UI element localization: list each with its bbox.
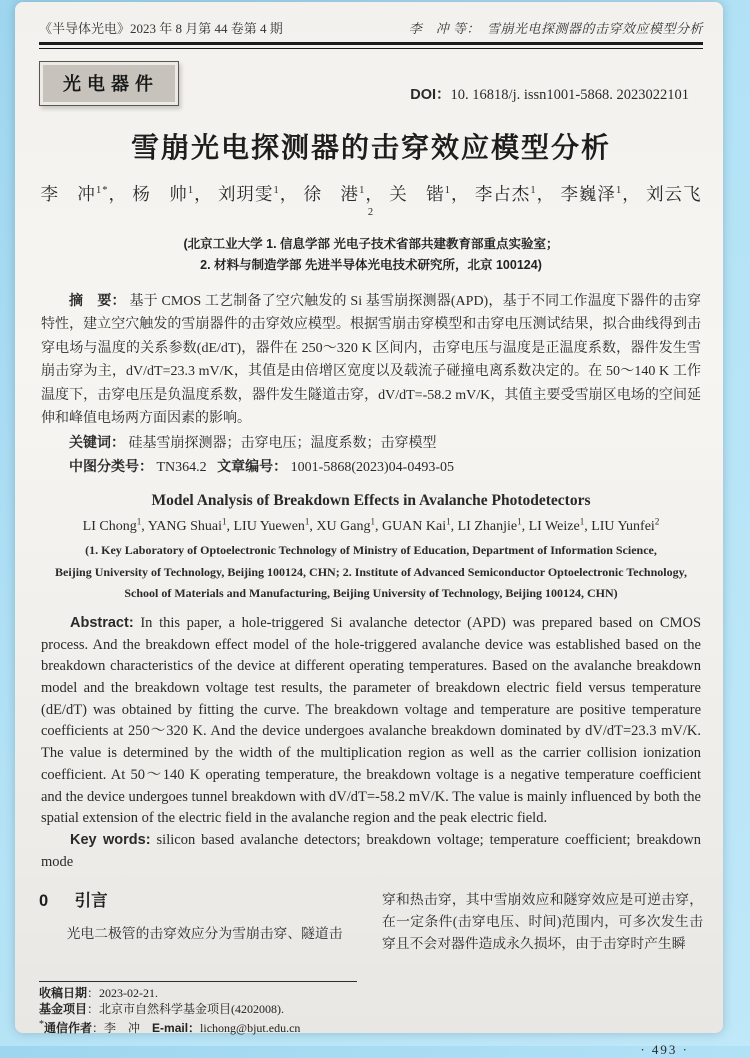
author-cn: 徐 港$^1$， bbox=[303, 184, 384, 204]
doi-value: 10. 16818/j. issn1001-5868. 2023022101 bbox=[450, 87, 689, 103]
received-date-value: ：2023-02-21. bbox=[87, 986, 159, 1001]
author-en: LIU Yuewen$^1$, bbox=[233, 516, 317, 535]
fund-project-line bbox=[39, 1002, 703, 1018]
author-en: YANG Shuai$^1$, bbox=[147, 516, 234, 535]
right-column bbox=[382, 887, 703, 969]
abstract-en-label: Abstract: bbox=[70, 614, 134, 631]
clc-value: TN364.2 bbox=[156, 460, 207, 475]
author-cn: 刘云飞$^2$ bbox=[367, 184, 702, 219]
clc-label: 中图分类号： bbox=[69, 458, 153, 474]
category-doi-row bbox=[39, 61, 703, 106]
abstract-en-text: In this paper, a hole-triggered Si avalanche detector (APD) was prepared based on CMOS process. And the breakdown effect model of the hole-triggered avalanche device was established based on the breakdown characteristics of the device at different operating temperatures. Based on the avalanche breakdown model and the breakdown voltage test results, the parameter of breakdown electric field versus temperature (dE/dT) was obtained by fitting the curve. The breakdown voltage and temperature are positive temperature coefficients at 250～320 K. And the device undergoes avalanche breakdown dominated by dV/dT=23.3 mV/K. The value is determined by the width of the multiplication region as well as the carrier collision ionization coefficient. At 50～140 K operating temperature, the breakdown voltage is a negative temperature coefficient and the device undergoes tunnel breakdown with dV/dT=-58.2 mV/K. The value is mainly influenced by both the spatial extension of the electric field in the avalanche region and the peak electric field. bbox=[41, 614, 702, 827]
paper-title-cn: 雪崩光电探测器的击穿效应模型分析 bbox=[130, 132, 611, 163]
category-box bbox=[39, 61, 179, 106]
journal-issue-text: 《半导体光电》2023 年 8 月第 44 卷第 4 期 bbox=[39, 21, 283, 36]
article-id-label: 文章编号： bbox=[217, 458, 288, 474]
section-number: 0 bbox=[39, 892, 49, 911]
keywords-cn-label: 关键词： bbox=[69, 433, 125, 450]
author-cn: 关 锴$^1$， bbox=[389, 184, 470, 204]
affiliation-cn bbox=[39, 234, 703, 277]
keywords-en-label: Key words: bbox=[70, 831, 151, 848]
running-title: 李 冲 等： 雪崩光电探测器的击穿效应模型分析 bbox=[408, 21, 703, 36]
email-value: lichong@bjut.edu.cn bbox=[200, 1021, 301, 1036]
corresponding-label: 通信作者 bbox=[44, 1021, 93, 1036]
paper-title-en: Model Analysis of Breakdown Effects in Avalanche Photodetectors bbox=[151, 491, 591, 509]
section-heading bbox=[39, 887, 360, 911]
article-id-value: 1001-5868(2023)04-0493-05 bbox=[290, 460, 454, 475]
author-cn: 李 冲$^{1*}$， bbox=[40, 184, 127, 204]
authors-en bbox=[39, 517, 703, 536]
paper-page bbox=[15, 2, 723, 1057]
email-label: E-mail： bbox=[152, 1021, 201, 1036]
author-cn: 刘玥雯$^1$， bbox=[217, 184, 299, 204]
doi-line bbox=[410, 83, 703, 106]
author-cn: 李巍泽$^1$， bbox=[560, 184, 641, 204]
doi-label: DOI： bbox=[410, 87, 451, 103]
affiliation-cn-line: (北京工业大学 1. 信息学部 光电子技术省部共建教育部重点实验室； bbox=[183, 237, 559, 251]
intro-paragraph-left: 光电二极管的击穿效应分为雪崩击穿、隧道击 bbox=[66, 926, 343, 942]
received-date-line bbox=[39, 986, 703, 1002]
keywords-en bbox=[41, 830, 701, 873]
keywords-cn bbox=[41, 431, 701, 456]
author-cn: 杨 帅$^1$， bbox=[132, 184, 213, 204]
abstract-cn-label: 摘 要： bbox=[69, 291, 126, 308]
abstract-en bbox=[41, 613, 701, 830]
authors-cn bbox=[39, 181, 703, 227]
footnote-divider bbox=[39, 981, 357, 982]
two-column-body bbox=[39, 887, 703, 969]
abstract-cn-text: 基于 CMOS 工艺制备了空穴触发的 Si 基雪崩探测器(APD)，基于不同工作温度下器件的击穿特性，建立空穴触发的雪崩器件的击穿效应模型。根据雪崩击穿模型和击穿电压测试结果，拟合曲线得到击穿电场与温度的关系参数(dE/dT)，器件在 250～320 K 区间内，击穿电压与温度是正温度系数，器件发生雪崩击穿为主，dV/dT=23.3 mV/K，其值是由倍增区宽度以及载流子碰撞电离系数决定的。在 50～140 K 工作温度下，击穿电压是负温度系数，器件发生隧道击穿，dV/dT=-58.2 mV/K，其值主要受雪崩区电场的空间延伸和峰值电场两方面因素的影响。 bbox=[41, 293, 702, 426]
author-en: LI Chong$^1$, bbox=[82, 516, 148, 535]
keywords-en-text: silicon based avalanche detectors; breakdown voltage; temperature coefficient; breakdown mode bbox=[41, 831, 701, 870]
corresponding-name: ：李 冲 bbox=[92, 1021, 153, 1036]
footnotes bbox=[39, 986, 703, 1037]
corresponding-author-line bbox=[39, 1017, 703, 1037]
header-rule bbox=[39, 42, 703, 49]
affiliation-en-line: Beijing University of Technology, Beijing 100124, CHN; 2. Institute of Advanced Semiconductor Optoelectronic Technology, bbox=[55, 564, 687, 579]
journal-header bbox=[39, 18, 703, 37]
affiliation-en bbox=[39, 540, 703, 605]
clc-line bbox=[41, 455, 701, 480]
category-label: 光电器件 bbox=[43, 65, 175, 102]
author-en: XU Gang$^1$, bbox=[316, 516, 382, 535]
abstract-cn bbox=[41, 289, 701, 431]
left-column bbox=[39, 887, 360, 969]
keywords-cn-text: 硅基雪崩探测器；击穿电压；温度系数；击穿模型 bbox=[128, 435, 437, 451]
fund-project-value: ：北京市自然科学基金项目(4202008). bbox=[87, 1001, 285, 1016]
author-cn: 李占杰$^1$， bbox=[474, 184, 556, 204]
corresponding-star: * bbox=[39, 1019, 44, 1031]
author-en: LI Weize$^1$, bbox=[528, 516, 592, 535]
fund-project-label: 基金项目 bbox=[39, 1001, 88, 1016]
section-title: 引言 bbox=[74, 892, 108, 911]
affiliation-en-line: (1. Key Laboratory of Optoelectronic Technology of Ministry of Education, Department of Information Science, bbox=[85, 543, 657, 558]
author-en: GUAN Kai$^1$, bbox=[381, 516, 458, 535]
page-number: · 493 · bbox=[640, 1041, 689, 1057]
affiliation-en-line: School of Materials and Manufacturing, Beijing University of Technology, Beijing 100124, CHN) bbox=[124, 586, 618, 601]
affiliation-cn-line: 2. 材料与制造学部 先进半导体光电技术研究所，北京 100124) bbox=[200, 258, 542, 273]
intro-paragraph-right: 穿和热击穿，其中雪崩效应和隧穿效应是可逆击穿，在一定条件(击穿电压、时间)范围内，可多次发生击穿且不会对器件造成永久损坏，由于击穿时产生瞬 bbox=[382, 892, 703, 952]
author-en: LI Zhanjie$^1$, bbox=[457, 516, 529, 535]
author-en: LIU Yunfei$^2$ bbox=[591, 516, 660, 535]
received-date-label: 收稿日期 bbox=[39, 986, 88, 1001]
